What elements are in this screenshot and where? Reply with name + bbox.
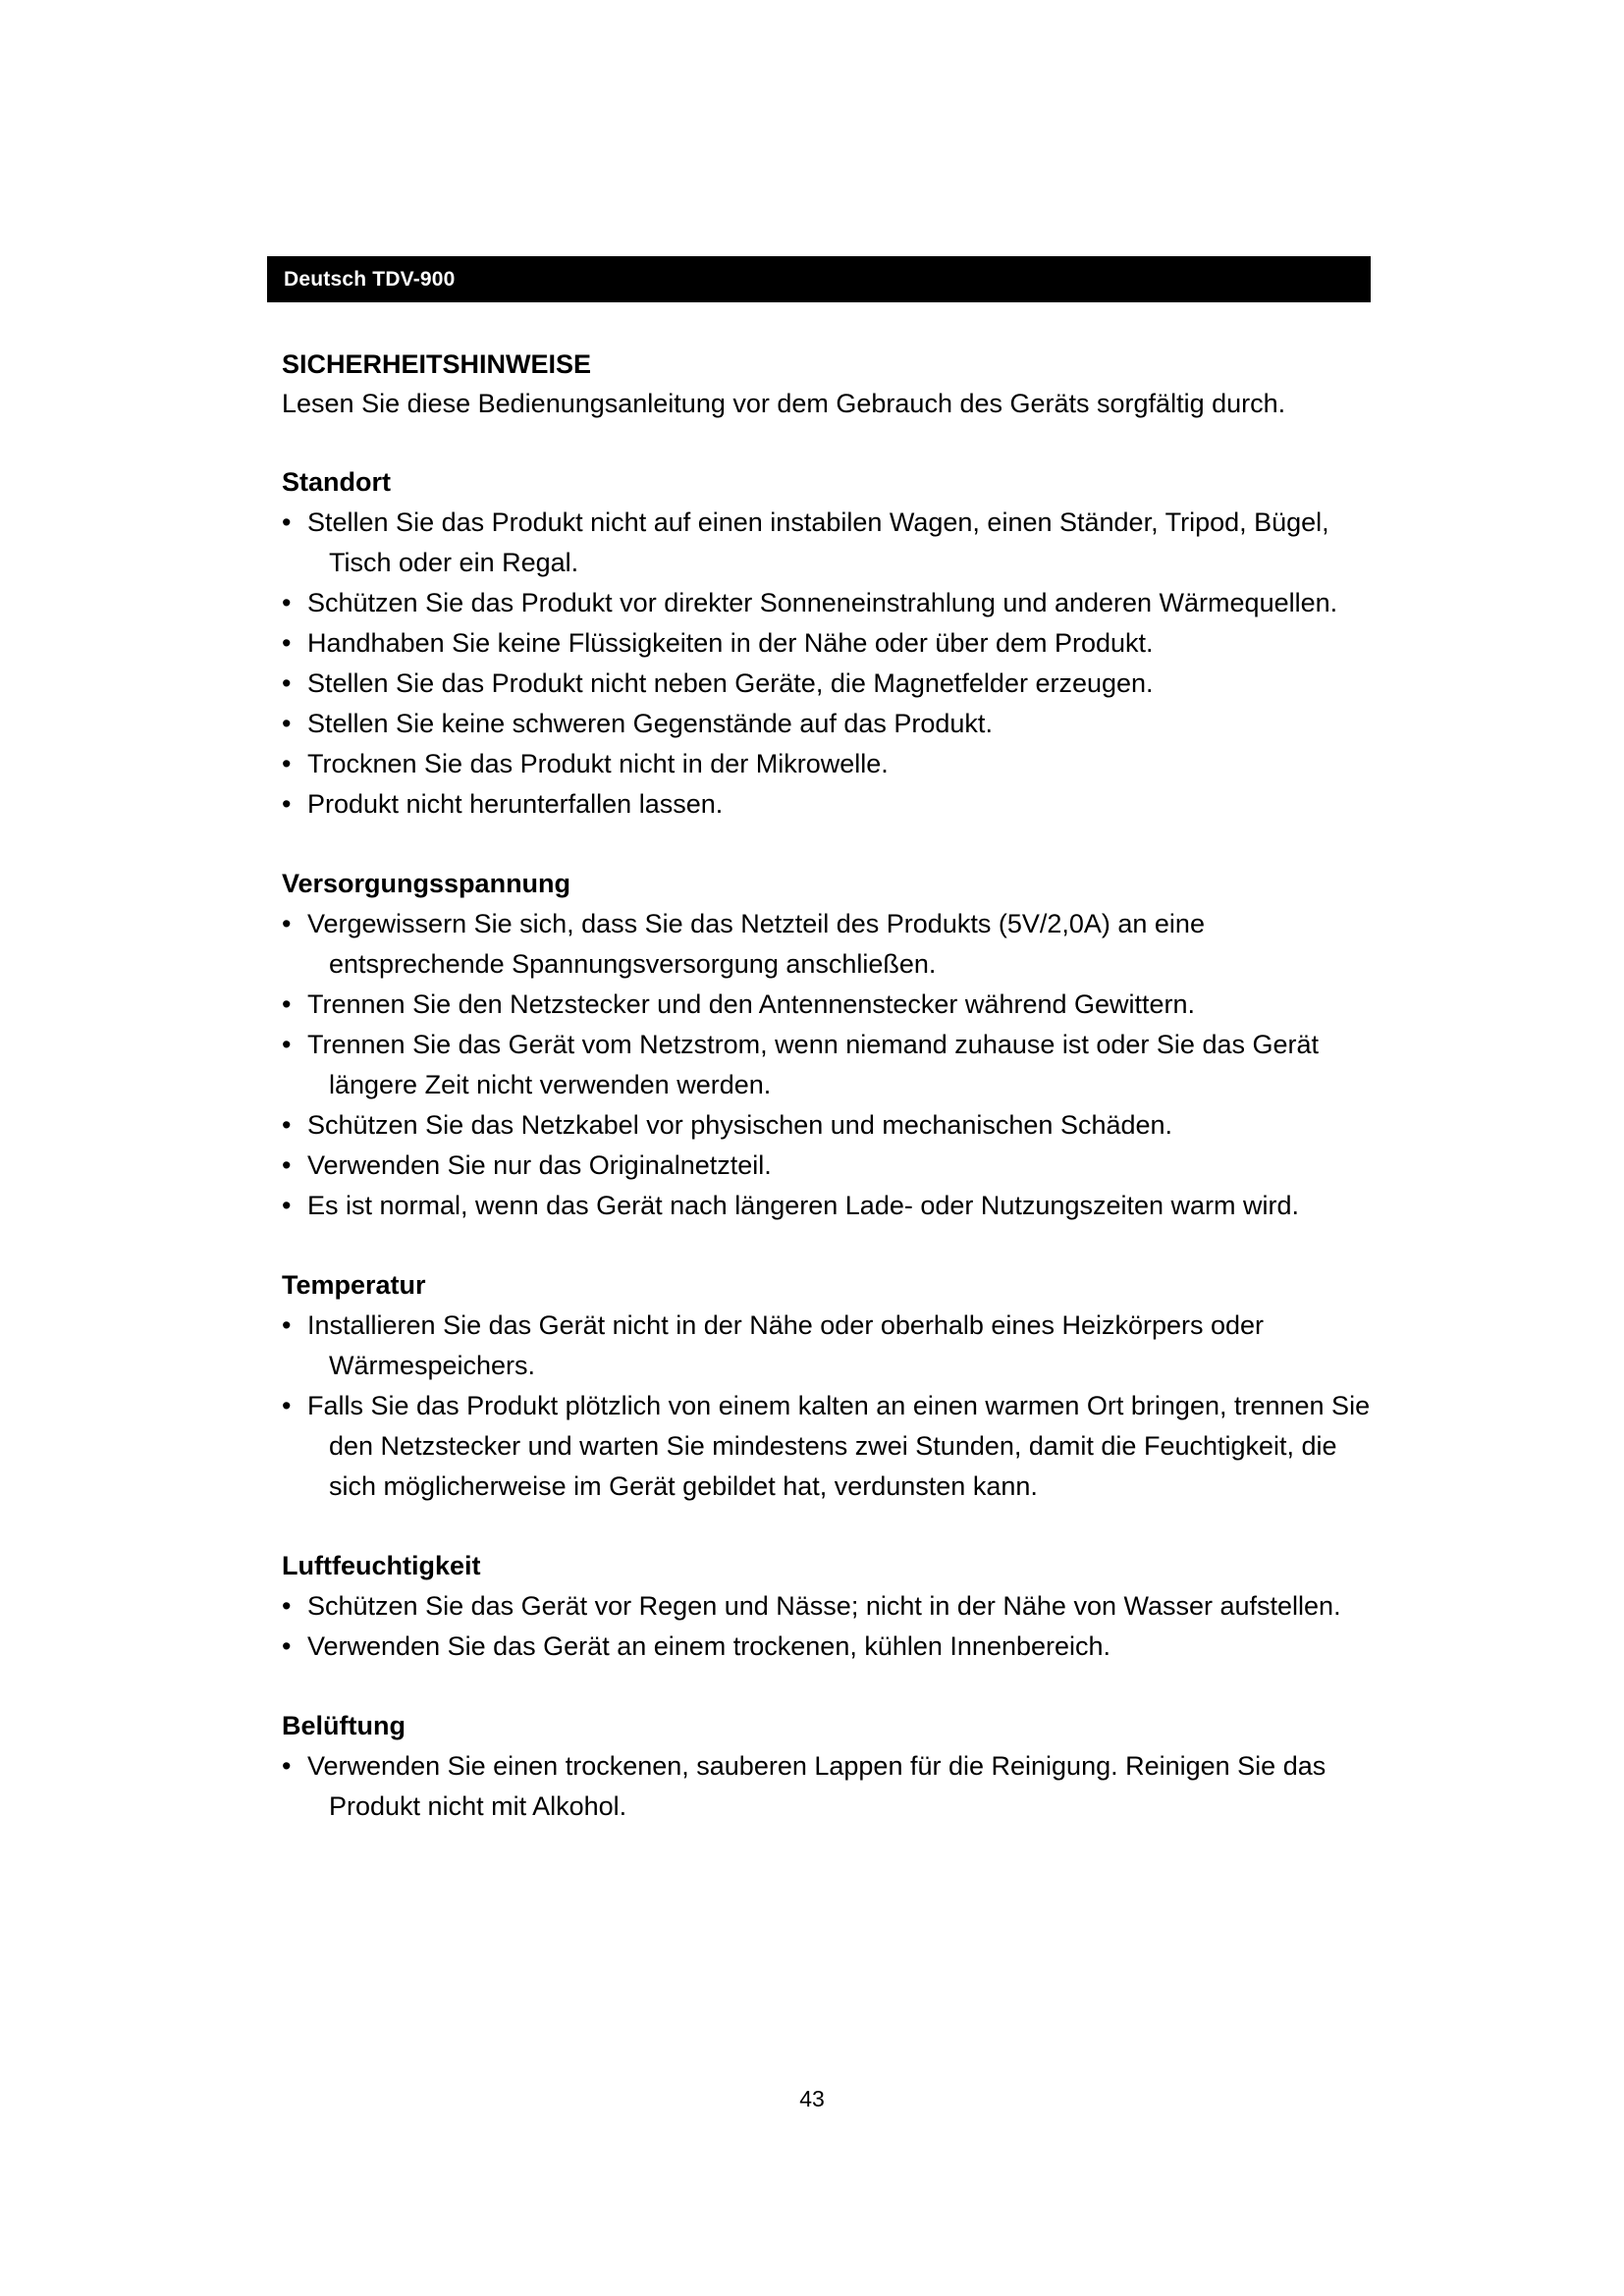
page-number: 43 bbox=[799, 2086, 825, 2111]
bullet-list bbox=[282, 1746, 1377, 1827]
list-item bbox=[282, 1306, 1377, 1386]
page-title: SICHERHEITSHINWEISE bbox=[282, 349, 592, 379]
list-item bbox=[282, 1146, 1377, 1186]
bullet-icon: • bbox=[282, 1191, 292, 1220]
list-item-text: Produkt nicht herunterfallen lassen. bbox=[307, 789, 724, 819]
bullet-icon: • bbox=[282, 989, 292, 1019]
bullet-icon: • bbox=[282, 668, 292, 698]
list-item bbox=[282, 623, 1377, 664]
bullet-icon: • bbox=[282, 909, 292, 938]
list-item bbox=[282, 503, 1377, 583]
header-bar bbox=[267, 256, 1371, 302]
list-item bbox=[282, 1105, 1377, 1146]
bullet-icon: • bbox=[282, 789, 292, 819]
section-heading: Temperatur bbox=[282, 1270, 426, 1300]
intro-text: Lesen Sie diese Bedienungsanleitung vor dem Gebrauch des Geräts sorgfältig durch. bbox=[282, 389, 1286, 418]
section-heading: Luftfeuchtigkeit bbox=[282, 1551, 481, 1580]
list-item-text: Trennen Sie den Netzstecker und den Antennenstecker während Gewittern. bbox=[307, 989, 1196, 1019]
list-item bbox=[282, 1746, 1377, 1827]
section bbox=[282, 1265, 1377, 1507]
list-item-text: Verwenden Sie nur das Originalnetzteil. bbox=[307, 1150, 772, 1180]
list-item-text: Installieren Sie das Gerät nicht in der Nähe oder oberhalb eines Heizkörpers oder Wärmespeichers. bbox=[307, 1310, 1265, 1380]
list-item bbox=[282, 1586, 1377, 1627]
list-item bbox=[282, 664, 1377, 704]
bullet-icon: • bbox=[282, 749, 292, 778]
document-body bbox=[282, 345, 1377, 1827]
bullet-icon: • bbox=[282, 1631, 292, 1661]
bullet-list bbox=[282, 503, 1377, 825]
list-item-text: Falls Sie das Produkt plötzlich von einem kalten an einen warmen Ort bringen, trennen Sie den Netzstecker und warten Sie mindestens zwei Stunden, damit die Feuchtigkeit, die sich möglicherweise im Gerät gebildet hat, verdunsten kann. bbox=[307, 1391, 1371, 1501]
bullet-list bbox=[282, 904, 1377, 1226]
list-item-text: Schützen Sie das Produkt vor direkter Sonneneinstrahlung und anderen Wärmequellen. bbox=[307, 588, 1338, 617]
list-item-text: Schützen Sie das Gerät vor Regen und Nässe; nicht in der Nähe von Wasser aufstellen. bbox=[307, 1591, 1341, 1621]
bullet-icon: • bbox=[282, 1150, 292, 1180]
bullet-list bbox=[282, 1306, 1377, 1507]
list-item-text: Stellen Sie keine schweren Gegenstände auf das Produkt. bbox=[307, 709, 993, 738]
list-item-text: Verwenden Sie einen trockenen, sauberen Lappen für die Reinigung. Reinigen Sie das Produkt nicht mit Alkohol. bbox=[307, 1751, 1326, 1821]
list-item-text: Es ist normal, wenn das Gerät nach längeren Lade- oder Nutzungszeiten warm wird. bbox=[307, 1191, 1300, 1220]
bullet-icon: • bbox=[282, 1110, 292, 1140]
header-label: Deutsch TDV-900 bbox=[284, 267, 456, 291]
list-item-text: Stellen Sie das Produkt nicht auf einen instabilen Wagen, einen Ständer, Tripod, Bügel, Tisch oder ein Regal. bbox=[307, 507, 1329, 577]
sections-container bbox=[282, 462, 1377, 1827]
list-item bbox=[282, 1186, 1377, 1226]
list-item-text: Trennen Sie das Gerät vom Netzstrom, wenn niemand zuhause ist oder Sie das Gerät längere Zeit nicht verwenden werden. bbox=[307, 1030, 1320, 1099]
list-item-text: Trocknen Sie das Produkt nicht in der Mikrowelle. bbox=[307, 749, 889, 778]
list-item bbox=[282, 1386, 1377, 1507]
list-item-text: Stellen Sie das Produkt nicht neben Geräte, die Magnetfelder erzeugen. bbox=[307, 668, 1154, 698]
list-item bbox=[282, 1627, 1377, 1667]
bullet-icon: • bbox=[282, 709, 292, 738]
list-item-text: Verwenden Sie das Gerät an einem trockenen, kühlen Innenbereich. bbox=[307, 1631, 1111, 1661]
section bbox=[282, 1706, 1377, 1827]
list-item-text: Schützen Sie das Netzkabel vor physischen und mechanischen Schäden. bbox=[307, 1110, 1173, 1140]
bullet-icon: • bbox=[282, 588, 292, 617]
section-heading: Standort bbox=[282, 467, 391, 497]
section-heading: Belüftung bbox=[282, 1711, 406, 1740]
list-item bbox=[282, 744, 1377, 784]
list-item bbox=[282, 704, 1377, 744]
list-item-text: Handhaben Sie keine Flüssigkeiten in der Nähe oder über dem Produkt. bbox=[307, 628, 1154, 658]
bullet-icon: • bbox=[282, 628, 292, 658]
bullet-icon: • bbox=[282, 1310, 292, 1340]
bullet-list bbox=[282, 1586, 1377, 1667]
bullet-icon: • bbox=[282, 507, 292, 537]
bullet-icon: • bbox=[282, 1391, 292, 1420]
section bbox=[282, 1546, 1377, 1667]
bullet-icon: • bbox=[282, 1030, 292, 1059]
section bbox=[282, 462, 1377, 825]
section-heading: Versorgungsspannung bbox=[282, 869, 571, 898]
list-item bbox=[282, 583, 1377, 623]
bullet-icon: • bbox=[282, 1751, 292, 1781]
list-item bbox=[282, 904, 1377, 985]
list-item bbox=[282, 985, 1377, 1025]
list-item bbox=[282, 784, 1377, 825]
list-item-text: Vergewissern Sie sich, dass Sie das Netzteil des Produkts (5V/2,0A) an eine entsprechende Spannungsversorgung anschließen. bbox=[307, 909, 1205, 979]
bullet-icon: • bbox=[282, 1591, 292, 1621]
list-item bbox=[282, 1025, 1377, 1105]
section bbox=[282, 864, 1377, 1226]
